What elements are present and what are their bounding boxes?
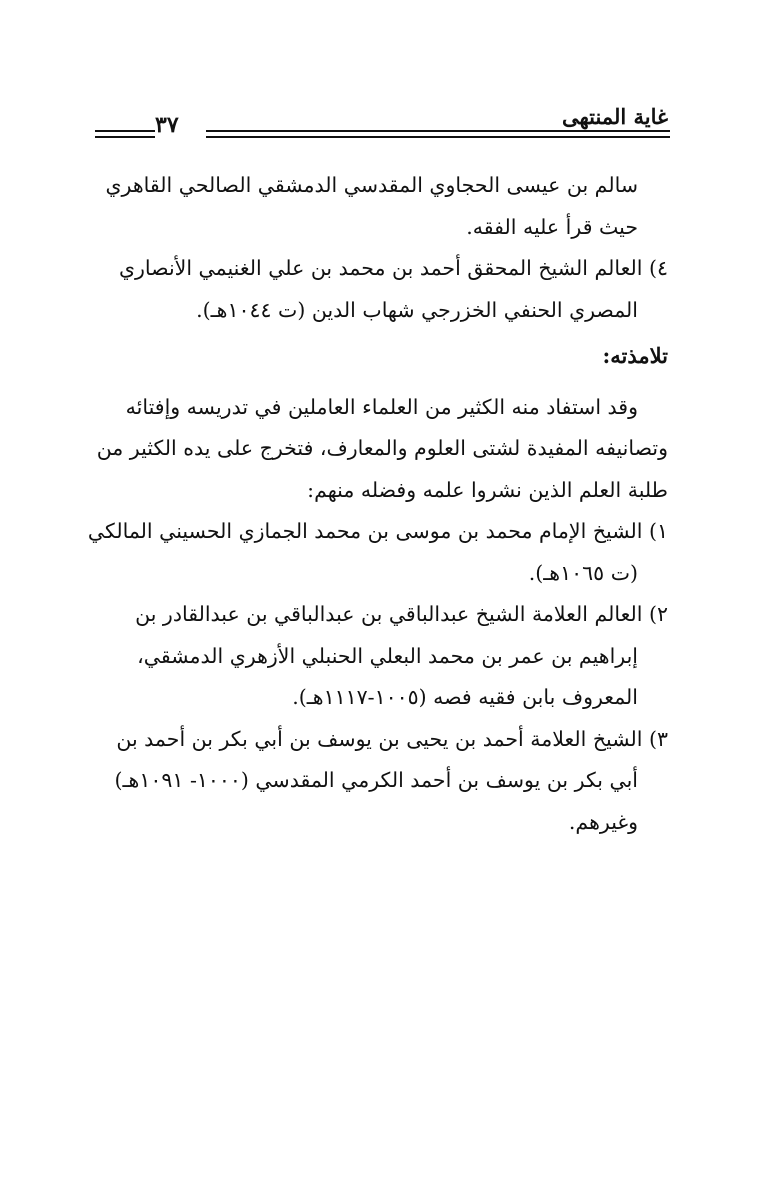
- students-intro-line-2: وتصانيفه المفيدة لشتى العلوم والمعارف، فتخرج على يده الكثير من: [96, 436, 668, 460]
- running-title: غاية المنتهى: [561, 104, 668, 129]
- student-3-line-1: ٣) الشيخ العلامة أحمد بن يحيى بن يوسف بن أبي بكر بن أحمد بن: [116, 726, 668, 751]
- teacher-4-line-2: المصري الحنفي الخزرجي شهاب الدين (ت ١٠٤٤هـ).: [196, 297, 638, 322]
- student-3-line-2: أبي بكر بن يوسف بن أحمد الكرمي المقدسي (١٠٠٠- ١٠٩١هـ): [114, 768, 638, 792]
- students-intro-line-1: وقد استفاد منه الكثير من العلماء العاملين في تدريسه وإفتائه: [125, 394, 638, 419]
- page-header: [95, 100, 670, 150]
- students-heading: تلامذته:: [602, 343, 668, 368]
- student-2-line-2: إبراهيم بن عمر بن محمد البعلي الحنبلي الأزهري الدمشقي،: [137, 643, 638, 668]
- header-rule-left-top: [95, 130, 155, 132]
- header-rule-left-bottom: [95, 136, 155, 138]
- header-rule-right-bottom: [206, 136, 670, 138]
- page-body: [85, 165, 668, 843]
- students-intro-line-3: طلبة العلم الذين نشروا علمه وفضله منهم:: [307, 477, 668, 502]
- student-1-line-2: (ت ١٠٦٥هـ).: [528, 560, 638, 585]
- teacher-4-line-1: ٤) العالم الشيخ المحقق أحمد بن محمد بن علي الغنيمي الأنصاري: [118, 256, 668, 280]
- student-2-line-3: المعروف بابن فقيه فصه (١٠٠٥-١١١٧هـ).: [292, 685, 638, 709]
- student-2-line-1: ٢) العالم العلامة الشيخ عبدالباقي بن عبدالباقي بن عبدالقادر بن: [135, 602, 668, 626]
- student-1-line-1: ١) الشيخ الإمام محمد بن موسى بن محمد الجمازي الحسيني المالكي: [87, 519, 668, 543]
- intro-line-2: حيث قرأ عليه الفقه.: [466, 214, 638, 239]
- page-number: ٣٧: [155, 112, 179, 138]
- header-rule-right-top: [206, 130, 670, 132]
- student-3-line-3: وغيرهم.: [568, 809, 638, 834]
- intro-line-1: سالم بن عيسى الحجاوي المقدسي الدمشقي الصالحي القاهري: [105, 173, 638, 197]
